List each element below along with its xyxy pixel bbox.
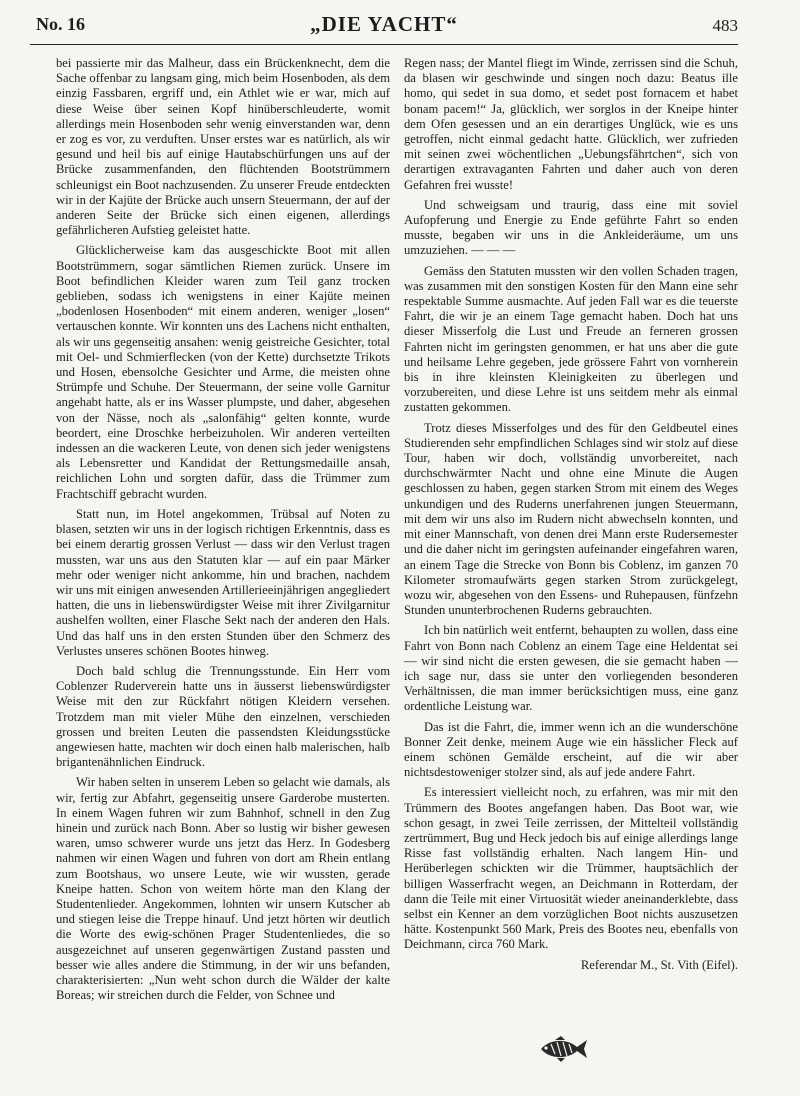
author-signature: Referendar M., St. Vith (Eifel).: [580, 957, 738, 972]
paragraph: Gemäss den Statuten mussten wir den vollen Schaden tragen, was zusammen mit den sonstigen Kosten für den Mann eine sehr respektable Summe ausmachte. Auf jeden Fall war es die teuerste Fahrt, die wir je an einem Tage gemacht haben. Doch hat uns dieser Misserfolg die Lust und Freude an ferneren grossen Fahrten nicht im geringsten genommen, er hat uns aber die gute und heilsame Lehre gegeben, jede grössere Fahrt von vornherein bis in ihre kleinsten Kleinigkeiten zu überlegen und vorzubereiten, und diese Lehre ist uns seitdem mehr als einmal zustatten gekommen.: [404, 263, 738, 415]
left-column: [56, 56, 390, 1008]
paragraph: Das ist die Fahrt, die, immer wenn ich an die wunderschöne Bonner Zeit denke, meinem Auge wie ein hässlicher Fleck auf einem schönen Gemälde erscheint, auf die wir aber nichtsdestoweniger stolzer sind, als auf jede andere Fahrt.: [404, 719, 738, 780]
paragraph: Und schweigsam und traurig, dass eine mit soviel Aufopferung und Energie zu Ende geführte Fahrt so enden musste, begaben wir uns in die Ankleideräume, um uns umzuziehen. — — —: [404, 197, 738, 258]
paragraph: Statt nun, im Hotel angekommen, Trübsal auf Noten zu blasen, setzten wir uns in der logisch richtigen Erkenntnis, dass es bei einem derartig grossen Verlust — dass wir den Verlust tragen mussten, war uns aus den Statuten klar — auf ein paar Märker mehr oder weniger nicht ankomme, hin und brachen, nachdem wir uns mit einigen anwesenden Artillerieeinjährigen angegliedert hatten, die uns in liebenswürdigster Weise mit ihrer Zivilgarnitur aushelfen wollten, einer Flasche Sekt nach der anderen den Hals. Und das half uns in den ersten Stunden über den Schmerz des Verlustes unseres schönen Bootes hinweg.: [56, 506, 390, 658]
paragraph: Trotz dieses Misserfolges und des für den Geldbeutel eines Studierenden sehr empfindlichen Schlages sind wir stolz auf diese Tour, haben wir doch, vollständig unvorbereitet, nach durchschwärmter Nacht und ohne eine Minute die Augen geschlossen zu haben, gegen starken Strom mit einem des Weges unkundigen und des Ruderns unerfahrenen jungen Steuermann, mit dem wir uns also im Rudern nicht abwechseln konnten, und mit einer Mannschaft, von denen drei Mann erste Rudersemester und die daher nicht im geringsten aufeinander eingefahren waren, an einem Tage die Strecke von Bonn bis Coblenz, im ganzen 70 Kilometer stromaufwärts gegen starken Strom zurückgelegt, wozu wir, abgesehen von den Essens- und Ruhepausen, fünfzehn Stunden ununterbrochenen Ruderns gebrauchten.: [404, 420, 738, 618]
paragraph: Ich bin natürlich weit entfernt, behaupten zu wollen, dass eine Fahrt von Bonn nach Coblenz an einem Tage eine Heldentat sei — wir sind nicht die ersten gewesen, die sie gemacht haben — ich sage nur, dass sie unter den vorliegenden besonderen Verhältnissen, die man immer berücksichtigen muss, eine ganz ordentliche Leistung war.: [404, 623, 738, 714]
page-header: [30, 10, 738, 40]
journal-title: „DIE YACHT“: [310, 12, 458, 36]
right-column: [404, 56, 738, 973]
issue-number: No. 16: [36, 14, 85, 34]
paragraph: Wir haben selten in unserem Leben so gelacht wie damals, als wir, fertig zur Abfahrt, gegenseitig unsere Garderobe musterten. In einem Wagen fuhren wir zum Bahnhof, schnell in den Zug hinein und zurück nach Bonn. Aber so lustig wir bisher gewesen waren, umso schwerer wurde uns jetzt das Herz. In Godesberg nahmen wir einen Wagen und fuhren von dort am Rhein entlang zum Bootshaus, wo unsere Leute, wie wir wussten, gerade Kneipe hatten. Schon von weitem hörte man den Klang der Studentenlieder. Angekommen, lohnten wir unsern Kutscher ab und stiegen leise die Treppe hinauf. Und jetzt hörten wir deutlich die Worte des ewig-schönen Prager Studentenliedes, die so ausgezeichnet auf unseren gegenwärtigen Zustand passten und besser wie alles andere die Stimmung, in der wir uns befanden, charakterisierten: „Nun weht schon durch die Wälder der kalte Boreas; wir streichen durch die Felder, von Schnee und: [56, 775, 390, 1003]
fish-icon: [535, 1036, 589, 1062]
paragraph: Es interessiert vielleicht noch, zu erfahren, was mir mit den Trümmern des Bootes angefangen haben. Das Boot war, wie schon gesagt, in zwei Teile zerrissen, der Mittelteil vollständig zertrümmert, Bug und Heck jedoch bis auf einige allerdings lange Risse fast vollständig erhalten. Nach langem Hin- und Herüberlegen schickten wir die Trümmer, hauptsächlich der billigen Wasserfracht wegen, an Deichmann in Rotterdam, der dann die Teile mit einer Virtuosität wieder aneinanderklebte, dass selbst ein Kenner an dem vorzüglichen Boot nichts auszusetzen hätte. Kostenpunkt 560 Mark, Preis des Bootes neu, ebenfalls von Deichmann, circa 760 Mark.: [404, 785, 738, 952]
paragraph: bei passierte mir das Malheur, dass ein Brückenknecht, dem die Sache offenbar zu langsam ging, mich beim Hosenboden, als dem einzig Fassbaren, ergriff und, ein Athlet wie er war, mich auf diese Weise über seinen Kopf hinüberschleuderte, womit allerdings mein Hosenboden sehr wenig einverstanden war, denn er zog es vor, zu verduften. Unser erstes war es natürlich, als wir gesund und heil bis auf einige Hautabschürfungen uns auf der Brücke zusammenfanden, den flüchtenden Bootstrümmern schleunigst ein Boot nachzusenden. Zu unserer Freude entdeckten wir in der Kajüte der Brücke auch unsern Steuermann, der auf der anderen Seite der Brücke sich einen eigenen, allerdings gefährlicheren Aufstieg geleistet hatte.: [56, 56, 390, 238]
paragraph: Glücklicherweise kam das ausgeschickte Boot mit allen Bootstrümmern, sogar sämtlichen Riemen zurück. Unsere im Boot befindlichen Kleider waren zum Teil ganz trocken geblieben, sodass ich wenigstens in einer Kajüte meinen „bodenlosen Hosenboden“ mit einem anderen, weniger „losen“ vertauschen konnte. Wir konnten uns des Lachens nicht enthalten, als wir uns gegenseitig ansahen: wenig geistreiche Gesichter, total mit Oel- und Schmierflecken (von der Kette) durchsetzte Trikots und Hosen, ebensolche Gesichter und Arme, die meisten ohne Strümpfe und Schuhe. Der Steuermann, der seine volle Garnitur angehabt hatte, als er ins Wasser plumpste, und daher, abgesehen von der Nässe, noch als „salonfähig“ gelten konnte, wurde beordert, eine Droschke herbeizuholen. Wir anderen verteilten indessen an die wackeren Leute, von denen sich jeder wenigstens als Lebensretter und Kandidat der Rettungsmedaille ansah, reichlichen Lohn und sorgten dafür, dass die Trümmer zum Frachtschiff gebracht wurden.: [56, 243, 390, 501]
paragraph: Doch bald schlug die Trennungsstunde. Ein Herr vom Coblenzer Ruderverein hatte uns in äusserst liebenswürdigster Weise mit den zur Rückfahrt nötigen Kleidern versehen. Trotzdem man mit vieler Mühe den einzelnen, verschieden grossen und breiten Leuten die passendsten Kleidungsstücke angewiesen hatte, machten wir doch einen halb malerischen, halb brigantenähnlichen Eindruck.: [56, 663, 390, 770]
header-rule: [30, 44, 738, 45]
paragraph: Regen nass; der Mantel fliegt im Winde, zerrissen sind die Schuh, da blasen wir geschwinde und singen noch dazu: Beatus ille homo, qui sedet in sua domo, et sedet post fornacem et habet bonam pacem!“ Ja, glücklich, wer sorglos in der Kneipe hinter dem Ofen gesessen und an ein derartiges Unglück, wie es uns getroffen, nicht einmal gedacht hatte. Glücklich, wer zufrieden mit seinen zwei wöchentlichen „Uebungsfährtchen“, sich von derartigen extravaganten Fahrten und daher auch von deren Gefahren frei wusste!: [404, 56, 738, 192]
page-number: 483: [712, 16, 738, 35]
